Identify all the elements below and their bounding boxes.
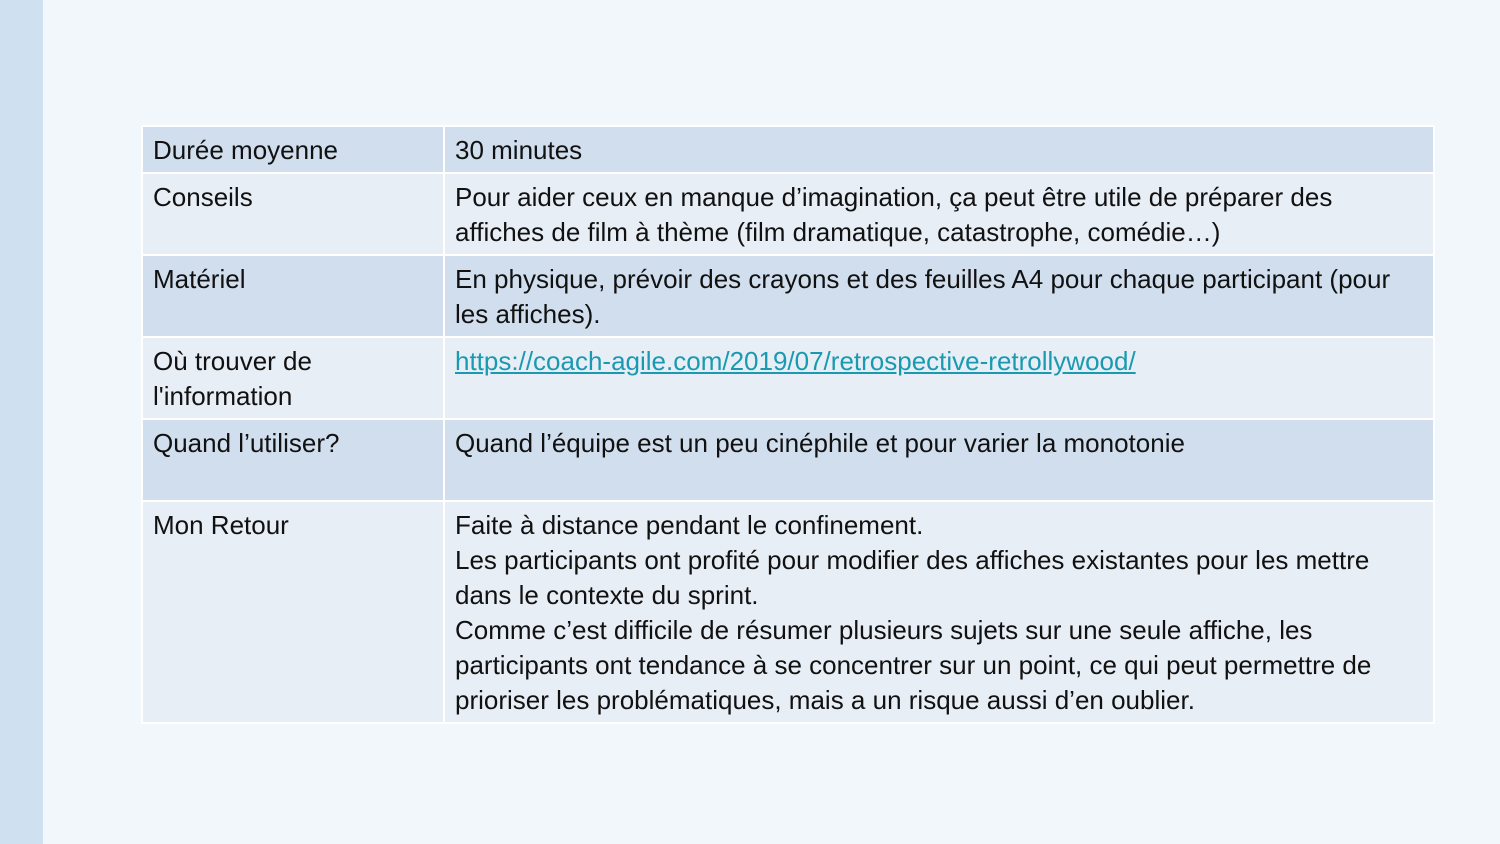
left-accent-strip — [0, 0, 43, 844]
table-row-feedback — [142, 501, 1434, 723]
info-link[interactable]: https://coach-agile.com/2019/07/retrospective-retrollywood/ — [455, 346, 1136, 376]
row-value — [444, 126, 1434, 173]
table-row-when-to-use — [142, 419, 1434, 501]
info-table — [141, 125, 1435, 724]
value-line: Pour aider ceux en manque d’imagination, ça peut être utile de préparer des affiches de film à thème (film dramatique, catastrophe, comédie…) — [455, 182, 1340, 247]
value-line: 30 minutes — [455, 135, 583, 165]
table-row-duration — [142, 126, 1434, 173]
table-row-advice — [142, 173, 1434, 255]
value-line: Les participants ont profité pour modifier des affiches existantes pour les mettre dans le contexte du sprint. — [455, 545, 1377, 610]
row-label: Mon Retour — [142, 501, 444, 723]
row-label: Durée moyenne — [142, 126, 444, 173]
row-label: Quand l’utiliser? — [142, 419, 444, 501]
row-value — [444, 337, 1434, 419]
row-label: Conseils — [142, 173, 444, 255]
table-row-material — [142, 255, 1434, 337]
row-label: Matériel — [142, 255, 444, 337]
row-value — [444, 501, 1434, 723]
row-value — [444, 419, 1434, 501]
value-line: Comme c’est difficile de résumer plusieurs sujets sur une seule affiche, les participants ont tendance à se concentrer sur un point, ce qui peut permettre de prioriser les problématiques, mais a un risque aussi d’en oublier. — [455, 615, 1379, 715]
row-label: Où trouver de l'information — [142, 337, 444, 419]
value-line: Faite à distance pendant le confinement. — [455, 510, 924, 540]
table-row-info-source — [142, 337, 1434, 419]
value-line: Quand l’équipe est un peu cinéphile et pour varier la monotonie — [455, 428, 1185, 458]
row-value — [444, 255, 1434, 337]
value-line: En physique, prévoir des crayons et des feuilles A4 pour chaque participant (pour les affiches). — [455, 264, 1398, 329]
row-value — [444, 173, 1434, 255]
